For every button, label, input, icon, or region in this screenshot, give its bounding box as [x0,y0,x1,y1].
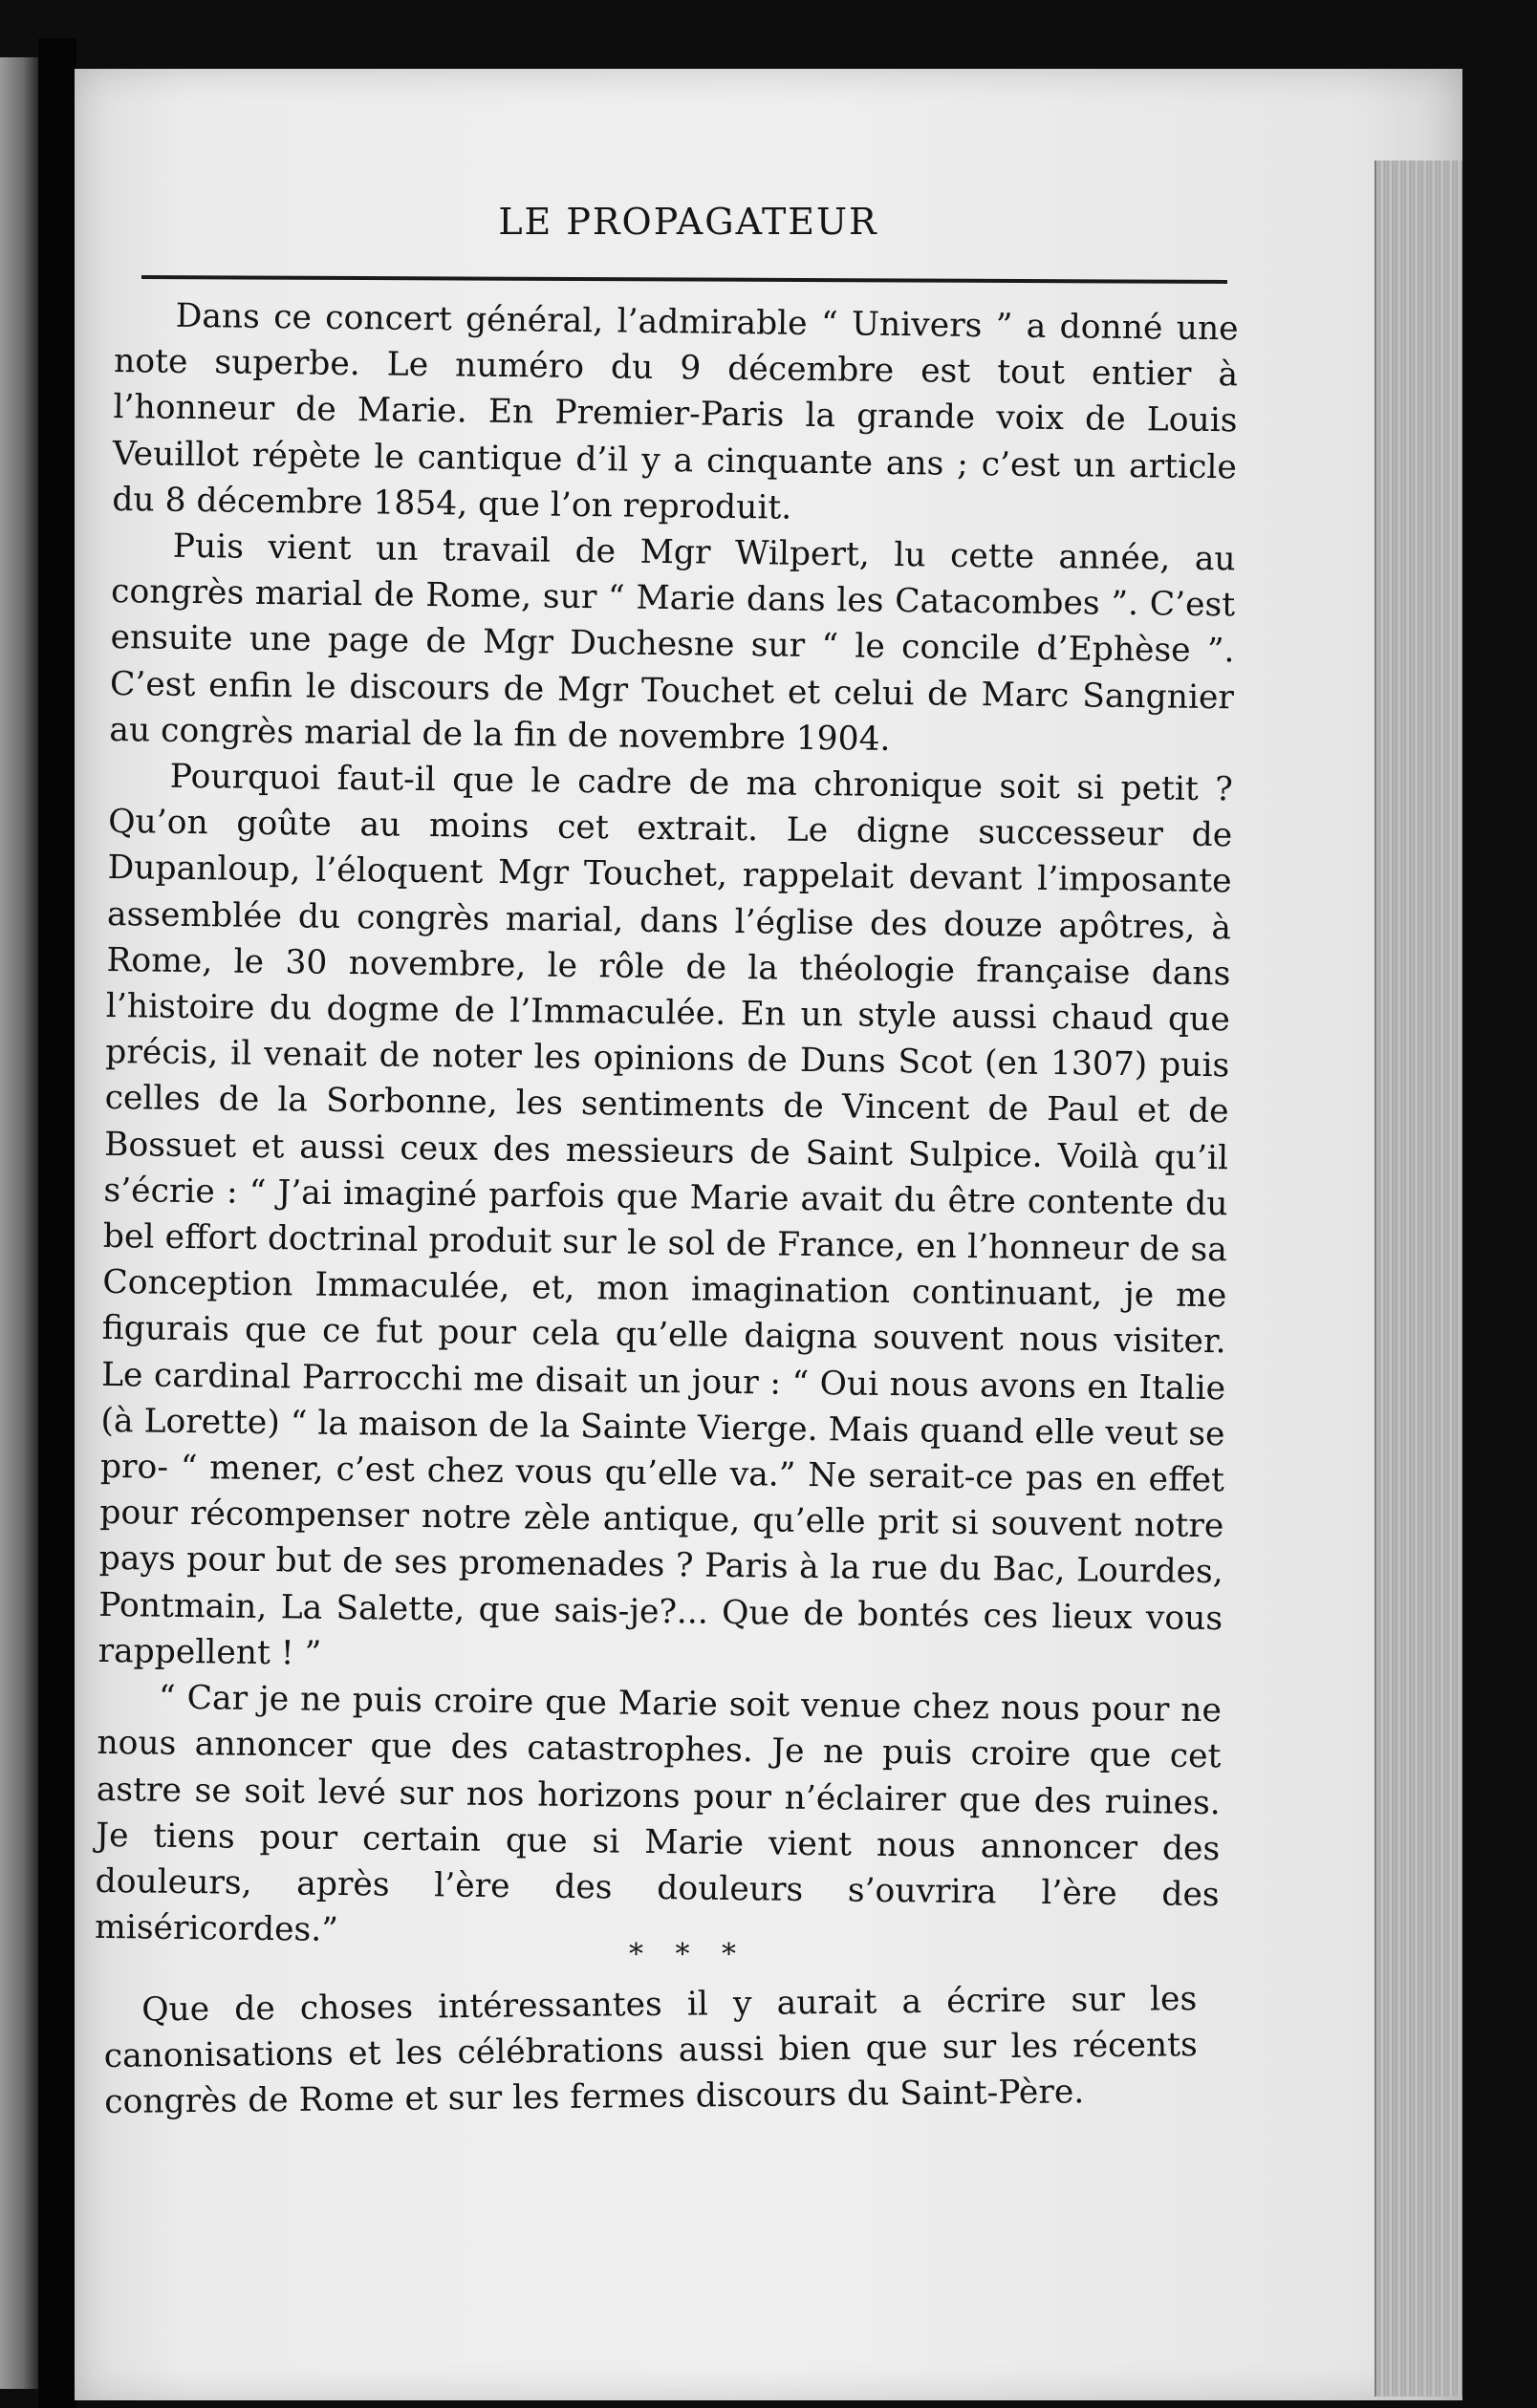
paragraph-univers: Dans ce concert général, l’admirable “ Univers ” a donné une note superbe. Le numéro du 9 décembre est tout entier à l’honneur de Marie. En Premier-Paris la grande voix de Louis Veuillot répète le cantique d’il y a cinquante ans ; c’est un article du 8 décembre 1854, que l’on reproduit. [112,296,1239,527]
paragraph-touchet: Pourquoi faut-il que le cadre de ma chronique soit si petit ? Qu’on goûte au moins cet extrait. Le digne successeur de Dupanloup, l’éloquent Mgr Touchet, rappelait devant l’imposante assemblée du congrès marial, dans l’église des douze apôtres, à Rome, le 30 novembre, le rôle de la théologie française dans l’histoire du dogme de l’Immaculée. En un style aussi chaud que précis, il venait de noter les opinions de Duns Scot (en 1307) puis celles de la Sorbonne, les sentiments de Vincent de Paul et de Bossuet et aussi ceux des messieurs de Saint Sulpice. Voilà qu’il s’écrie : “ J’ai imaginé parfois que Marie avait du être contente du bel effort doctrinal produit sur le sol de France, en l’honneur de sa Conception Immaculée, et, mon imagination continuant, je me figurais que ce fut pour cela qu’elle daigna souvent nous visiter. Le cardinal Parrocchi me disait un jour : “ Oui nous avons en Italie (à Lorette) “ la maison de la Sainte Vierge. Mais quand elle veut se pro- “ mener, c’est chez vous qu’elle va.” Ne serait-ce pas en effet pour récompenser notre zèle antique, qu’elle prit si souvent notre pays pour but de ses promenades ? Paris à la rue du Bac, Lourdes, Pontmain, La Salette, que sais-je?... Que de bontés ces lieux vous rappellent ! ” [97,757,1233,1673]
article-body [95,292,1239,1965]
page-edges-stack [1375,161,1462,2397]
book-gutter [38,38,76,2408]
running-head-title: LE PROPAGATEUR [498,201,878,243]
facing-page-edge [0,57,38,2389]
paragraph-closing: Que de choses intéressantes il y aurait a écrire sur les canonisations et les célébrations aussi bien que sur les récents congrès de Rome et sur les fermes discours du Saint-Père. [103,1980,1198,2122]
paragraph-quote: “ Car je ne puis croire que Marie soit venue chez nous pour ne nous annoncer que des catastrophes. Je ne puis croire que cet astre se soit levé sur nos horizons pour n’éclairer que des ruines. Je tiens pour certain que si Marie vient nous annoncer des douleurs, après l’ère des douleurs s’ouvrira l’ère des miséricordes.” [94,1678,1223,1950]
closing-section [103,1976,1198,2126]
section-separator: * * * [628,1938,748,1971]
paragraph-wilpert: Puis vient un travail de Mgr Wilpert, lu cette année, au congrès marial de Rome, sur “ Marie dans les Catacombes ”. C’est ensuite une page de Mgr Duchesne sur “ le concile d’Ephèse ”. C’est enfin le discours de Mgr Touchet et celui de Marc Sangnier au congrès marial de la fin de novembre 1904. [109,527,1236,759]
